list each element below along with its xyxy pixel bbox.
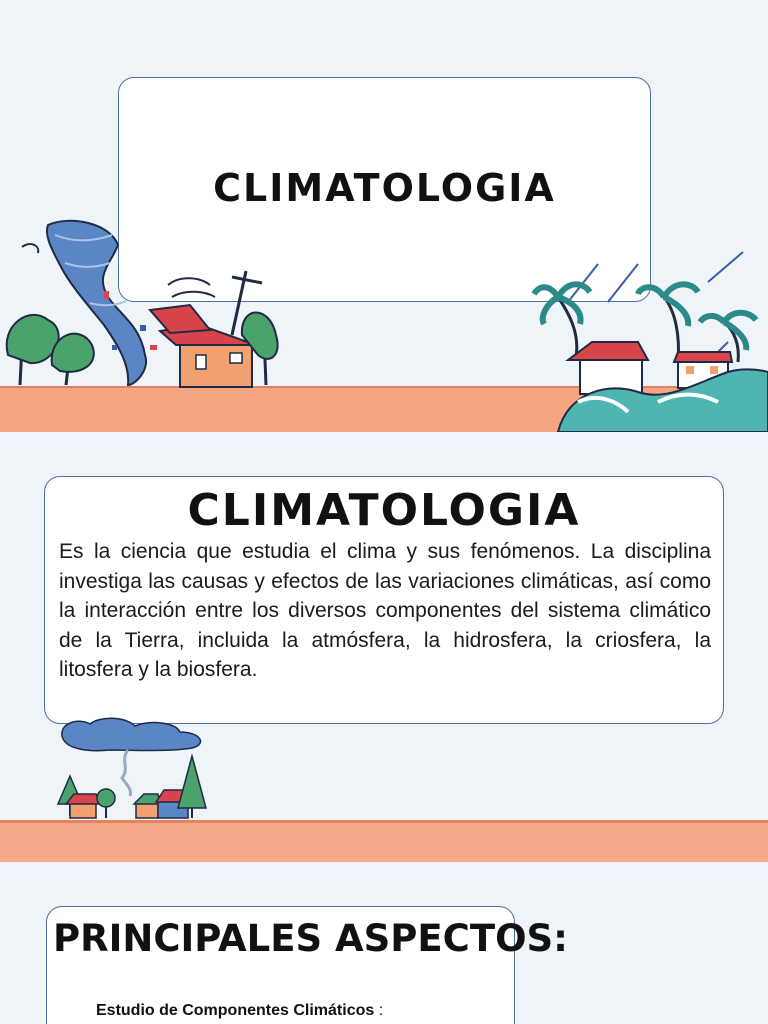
definition-card xyxy=(44,476,724,724)
aspect-item xyxy=(96,1002,383,1020)
definition-slide xyxy=(0,446,768,862)
ground-strip xyxy=(0,820,768,862)
aspects-card xyxy=(46,906,568,1024)
tree-icon xyxy=(97,789,115,818)
house-icon xyxy=(150,305,256,387)
title-slide xyxy=(0,0,768,432)
aspect-item-suffix: : xyxy=(374,1002,384,1019)
house-icon xyxy=(568,342,648,394)
tornado-scene xyxy=(0,205,300,395)
slide-title: CLIMATOLOGIA xyxy=(213,166,556,210)
aspect-item-label: Estudio de Componentes Climáticos xyxy=(96,1002,375,1019)
definition-title: CLIMATOLOGIA xyxy=(187,485,581,536)
tree-icon xyxy=(52,334,94,385)
aspects-title: PRINCIPALES ASPECTOS: xyxy=(53,917,568,960)
tree-icon xyxy=(178,756,206,818)
storm-scene xyxy=(50,716,220,826)
palm-tree-icon xyxy=(534,284,590,357)
definition-text: Es la ciencia que estudia el clima y sus fenómenos. La disciplina investiga las causas y efectos de las variaciones climáticas, así como la interacción entre los diversos componentes del sistema climático de la Tierra, incluida la atmósfera, la hidrosfera, la criosfera, la litosfera y la biosfera. xyxy=(59,540,711,681)
aspects-slide xyxy=(0,876,768,1024)
palm-tree-icon xyxy=(638,284,698,362)
tree-icon xyxy=(7,315,59,385)
storm-cloud-icon xyxy=(62,718,201,796)
hurricane-scene xyxy=(528,242,768,432)
house-icon xyxy=(66,794,100,818)
